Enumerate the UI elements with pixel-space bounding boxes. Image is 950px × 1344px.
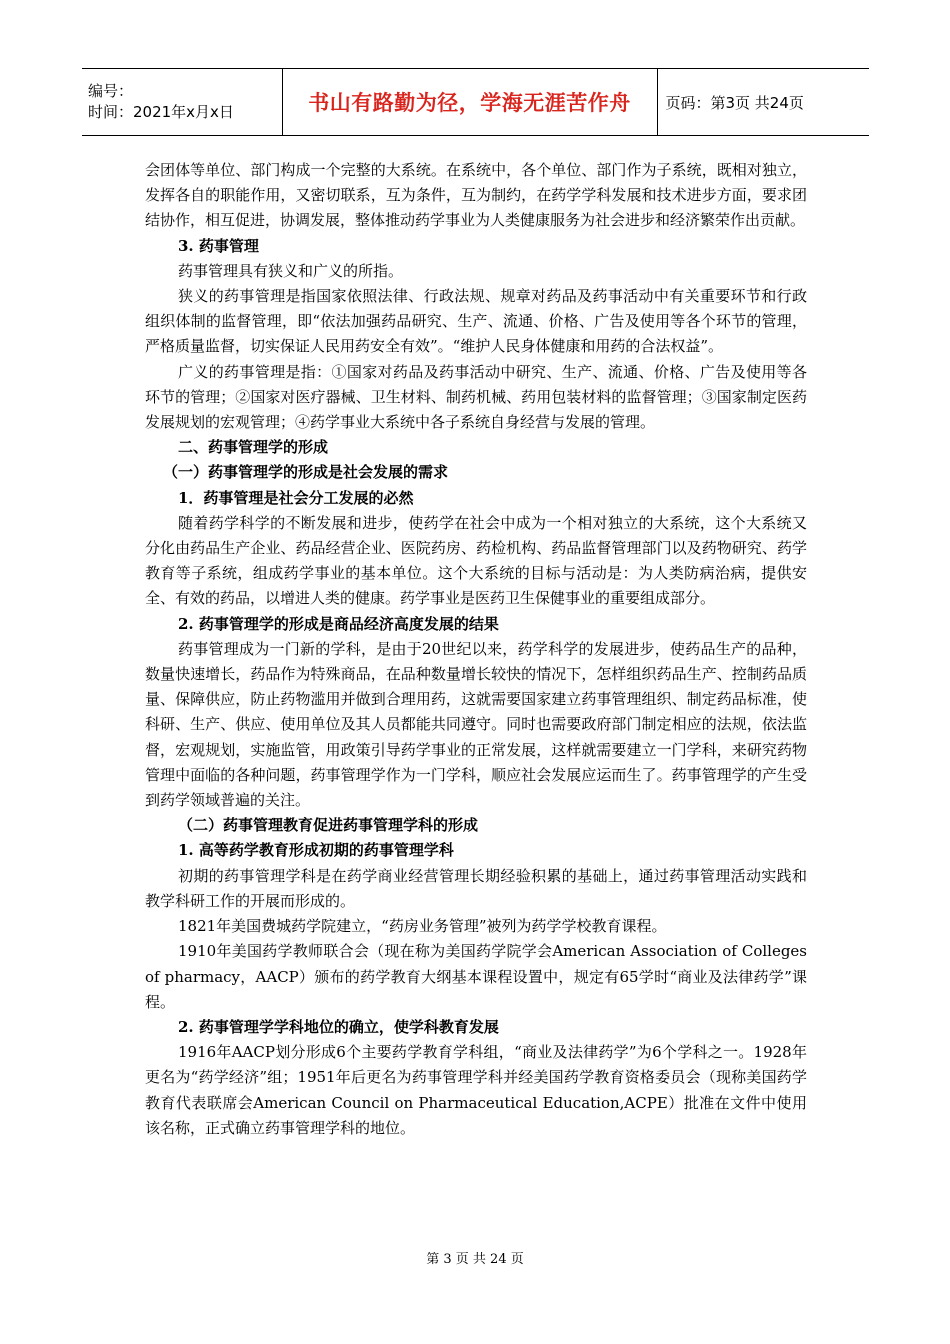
header-date-label: 时间：2021年x月x日 [88,103,234,121]
section-heading: （一）药事管理学的形成是社会发展的需求 [163,463,449,482]
body-paragraph: 随着药学科学的不断发展和进步，使药学在社会中成为一个相对独立的大系统，这个大系统又分化由药品生产企业、药品经营企业、医院药房、药检机构、药品监督管理部门以及药物研究、药学教育等子系统，组成药学事业的基本单位。这个大系统的目标与活动是：为人类防病治病，提供安全、有效的药品，以增进人类的健康。药学事业是医药卫生保健事业的重要组成部分。 [145,513,807,608]
body-paragraph: 会团体等单位、部门构成一个完整的大系统。在系统中，各个单位、部门作为子系统，既相对独立，发挥各自的职能作用，又密切联系，互为条件，互为制约，在药学学科发展和技术进步方面，要求团结协作，相互促进，协调发展，整体推动药学事业为人类健康服务为社会进步和经济繁荣作出贡献。 [145,161,807,230]
body-paragraph: 1916年AACP划分形成6个主要药学教育学科组，“商业及法律药学”为6个学科之一。1928年更名为“药学经济”组；1951年后更名为药事管理学科并经美国药学教育资格委员会（现称美国药学教育代表联席会American Council on Pharmaceutical Education,ACPE）批准在文件中使用该名称，正式确立药事管理学科的地位。 [145,1043,807,1137]
section-heading: 二、药事管理学的形成 [178,438,329,457]
document-body [145,158,807,1141]
body-paragraph: 1821年美国费城药学院建立，“药房业务管理”被列为药学学校教育课程。 [178,917,667,936]
header-motto: 书山有路勤为径，学海无涯苦作舟 [282,69,657,136]
body-paragraph: 广义的药事管理是指：①国家对药品及药事活动中研究、生产、流通、价格、广告及使用等各环节的管理；②国家对医疗器械、卫生材料、制药机械、药用包装材料的监督管理；③国家制定医药发展规划的宏观管理；④药学事业大系统中各子系统自身经营与发展的管理。 [145,362,807,432]
header-page-label: 页码：第3页 共24页 [657,69,869,136]
body-paragraph: 狭义的药事管理是指国家依照法律、行政法规、规章对药品及药事活动中有关重要环节和行政组织体制的监督管理，即“依法加强药品研究、生产、流通、价格、广告及使用等各个环节的管理，严格质量监督，切实保证人民用药安全有效”。“维护人民身体健康和用药的合法权益”。 [145,287,807,356]
section-heading: 2. 药事管理学学科地位的确立，使学科教育发展 [178,1017,499,1036]
body-paragraph: 药事管理成为一门新的学科，是由于20世纪以来，药学科学的发展进步，使药品生产的品种，数量快速增长，药品作为特殊商品，在品种数量增长较快的情况下，怎样组织药品生产、控制药品质量、保障供应，防止药物滥用并做到合理用药，这就需要国家建立药事管理组织、制定药品标准，使科研、生产、供应、使用单位及其人员都能共同遵守。同时也需要政府部门制定相应的法规，依法监督，宏观规划，实施监管，用政策引导药学事业的正常发展，这样就需要建立一门学科，来研究药物管理中面临的各种问题，药事管理学作为一门学科，顺应社会发展应运而生了。药事管理学的产生受到药学领域普遍的关注。 [145,639,807,810]
header-number-label: 编号： [88,82,134,100]
section-heading: 2. 药事管理学的形成是商品经济高度发展的结果 [178,614,499,633]
body-paragraph: 1910年美国药学教师联合会（现在称为美国药学院学会American Association of Colleges of pharmacy，AACP）颁布的药学教育大纲基本课程设置中，规定有65学时“商业及法律药学”课程。 [145,942,807,1011]
body-paragraph: 药事管理具有狭义和广义的所指。 [178,261,404,280]
section-heading: 1．药事管理是社会分工发展的必然 [178,488,414,507]
body-paragraph: 初期的药事管理学科是在药学商业经营管理长期经验积累的基础上，通过药事管理活动实践和教学科研工作的开展而形成的。 [145,866,807,910]
section-heading: 3. 药事管理 [178,236,259,255]
section-heading: （二）药事管理教育促进药事管理学科的形成 [178,816,479,835]
page-footer: 第 3 页 共 24 页 [426,1252,524,1267]
page-header [82,68,869,136]
section-heading: 1. 高等药学教育形成初期的药事管理学科 [178,841,454,860]
header-meta [82,69,282,136]
